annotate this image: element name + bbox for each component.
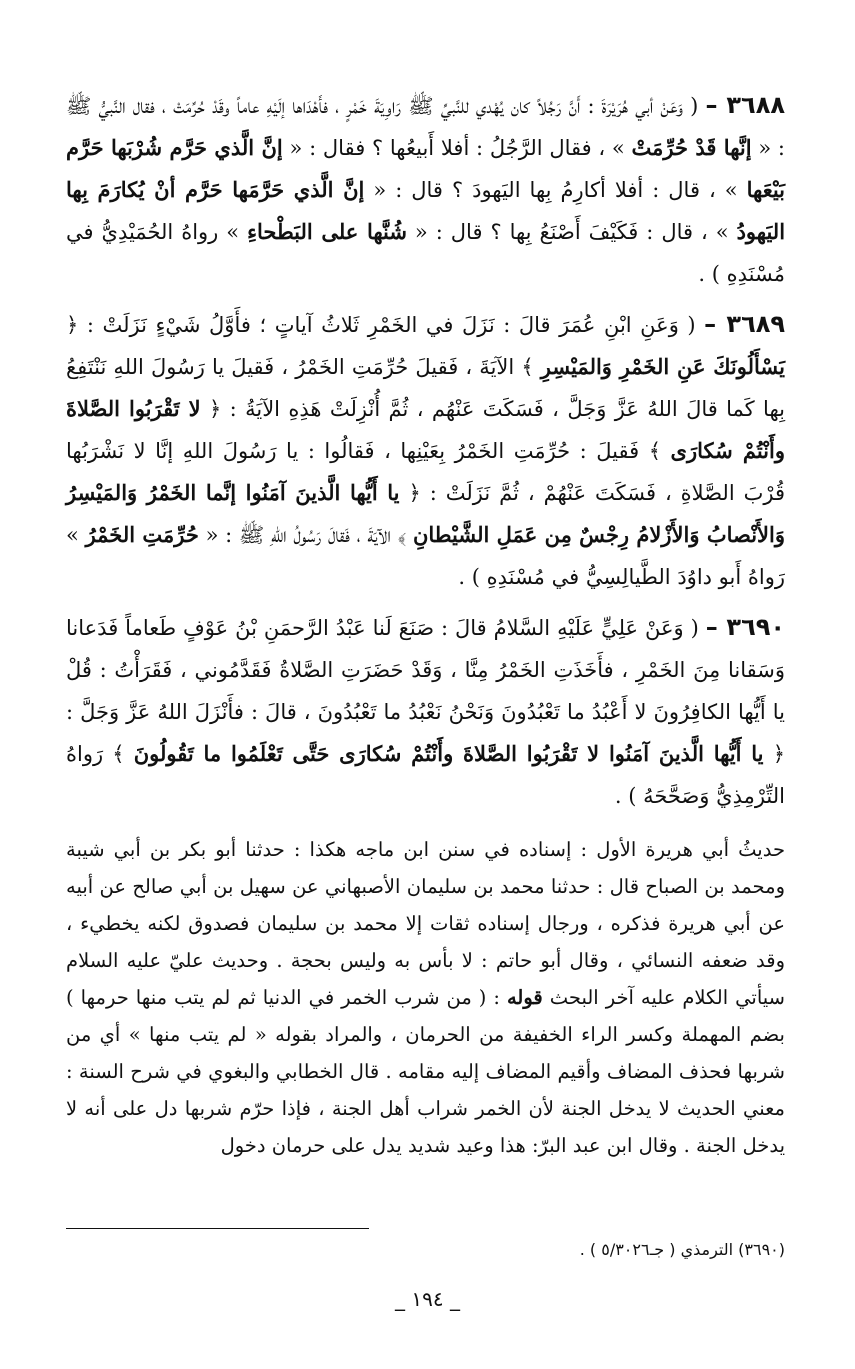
footnote-divider <box>66 1228 369 1229</box>
hadith-3690 <box>66 606 785 817</box>
hadith-text: ( وَعَنْ عَلِيٍّ عَلَيْهِ السَّلامُ قالَ : صَنَعَ لَنا عَبْدُ الرَّحمَنِ بْنُ عَوْفٍ طَعاماً فَدَعانا وَسَقانا مِنَ الخَمْرِ ، فأَخَذَتِ الخَمْرُ مِنَّا ، وَقَدْ حَضَرَتِ الصَّلاةُ فَقَدَّمُوني ، فَقَرَأْتُ : قُلْ يا أَيُّها الكافِرُونَ لا أَعْبُدُ ما تَعْبُدُونَ وَنَحْنُ نَعْبُدُ ما تَعْبُدُونَ ، قالَ : فأَنْزَلَ اللهُ عَزَّ وَجَلَّ : ﴿ <box>66 616 785 766</box>
hadith-3688 <box>66 84 785 295</box>
commentary-keyword-bold: قوله <box>506 986 543 1009</box>
hadith-number: ٣٦٩٠ – <box>705 613 786 641</box>
hadith-number: ٣٦٨٨ – <box>705 91 785 119</box>
hadith-3689 <box>66 303 785 598</box>
hadith-text: ﴾ الآيَةَ ، فَقيلَ حُرِّمَتِ الخَمْرُ ، فَقيلَ يا رَسُولَ اللهِ نَنْتَفِعُ بِها كَما قالَ اللهُ عَزَّ وَجَلَّ ، فَسَكَتَ عَنْهُم ، ثُمَّ أُنْزِلَتْ هَذِهِ الآيَةُ : ﴿ <box>66 355 785 421</box>
hadith-text: ﴾ فَقيلَ : حُرِّمَتِ الخَمْرُ بِعَيْنِها ، فَقالُوا : يا رَسُولَ اللهِ إنَّا لا نَشْرَبُها قُرْبَ الصَّلاةِ ، فَسَكَتَ عَنْهُمْ ، ثُمَّ نَزَلَتْ : ﴿ <box>66 439 785 505</box>
hadith-text: ﴾ الآيَةَ ، فَقالَ رَسُولُ اللهِ ﷺ : « <box>198 523 413 547</box>
hadith-text: » ، فقال الرَّجُلُ : أفلا أَبيعُها ؟ فقال : « <box>282 136 632 160</box>
hadith-text: ( وَعَنِ ابْنِ عُمَرَ قالَ : نَزَلَ في الخَمْرِ ثَلاثُ آياتٍ ؛ فأَوَّلُ شَيْءٍ نَزَلَتْ : ﴿ <box>66 313 705 337</box>
hadith-text: ( وَعَنْ أبي هُرَيْرَةَ : أَنَّ رَجُلاً كان يُهْدي للنَّبيِّ ﷺ رَاوِيَةَ خَمْرٍ ، فأَهْدَاها إلَيْهِ عاماً وقَدْ حُرِّمَتْ ، فقال النَّبيُّ ﷺ : « <box>66 94 785 160</box>
page-number: _ ١٩٤ _ <box>395 1287 460 1311</box>
hadith-quote-bold: إنَّها قَدْ حُرِّمَتْ <box>631 135 752 160</box>
hadith-quote-bold: إنَّ الَّذي حَرَّمَها حَرَّم أنْ يُكارَمَ بِها اليَهودُ <box>66 177 786 244</box>
hadith-text: » ، قال : أفلا أكارِمُ بِها اليَهودَ ؟ قال : « <box>364 178 747 202</box>
commentary-text: حديثُ أبي هريرة الأول : إسناده في سنن ابن ماجه هكذا : حدثنا أبو بكر بن أبي شيبة ومحمد بن الصباح قال : حدثنا محمد بن سليمان الأصبهاني عن سهيل بن أبي صالح عن أبيه عن أبي هريرة فذكره ، ورجال إسناده ثقات إلا محمد بن سليمان فصدوق لكنه يخطيء ، وقد ضعفه النسائي ، وقال أبو حاتم : لا بأس به وليس بحجة . وحديث عليّ عليه السلام سيأتي الكلام عليه آخر البحث <box>66 838 785 1009</box>
quran-verse-bold: يا أَيُّها الَّذينَ آمَنُوا لا تَقْرَبُوا الصَّلاةَ وأَنْتُمْ سُكارَى حَتَّى تَعْلَمُوا ما تَقُولُونَ <box>133 741 764 766</box>
quran-verse-bold: يَسْأَلُونَكَ عَنِ الخَمْرِ وَالمَيْسِرِ <box>540 354 785 379</box>
hadith-text: » ، قال : فَكَيْفَ أَصْنَعُ بِها ؟ قال : « <box>406 220 737 244</box>
hadith-text: » رَواهُ أَبو داوُدَ الطَّيالِسِيُّ في مُسْنَدِهِ ) . <box>66 523 785 589</box>
quran-verse-bold: لا تَقْرَبُوا الصَّلاةَ وأَنْتُمْ سُكارَى <box>66 396 785 463</box>
footnote: (٣٦٩٠) الترمذي ( جـ٥/٣٠٢٦ ) . <box>579 1240 785 1259</box>
hadith-quote-bold: شُنَّها على البَطْحاءِ <box>247 219 407 244</box>
quran-verse-bold: يا أَيُّها الَّذينَ آمَنُوا إنَّما الخَمْرُ وَالمَيْسِرُ وَالأَنْصابُ وَالأَزْلامُ رِجْسٌ مِن عَمَلِ الشَّيْطانِ <box>66 480 785 547</box>
hadith-number: ٣٦٨٩ – <box>704 310 786 338</box>
commentary <box>66 831 785 1164</box>
hadith-text: ﴾ رَواهُ التِّرْمِذِيُّ وَصَحَّحَهُ ) . <box>66 742 785 808</box>
hadith-text: » رواهُ الحُمَيْدِيُّ في مُسْنَدِهِ ) . <box>66 220 785 286</box>
hadith-quote-bold: حُرِّمَتِ الخَمْرُ <box>85 522 199 547</box>
hadith-quote-bold: إنَّ الَّذي حَرَّم شُرْبَها حَرَّم بَيْعَها <box>66 135 785 202</box>
commentary-text: : ( من شرب الخمر في الدنيا ثم لم يتب منها حرمها ) بضم المهملة وكسر الراء الخفيفة من الحرمان ، والمراد بقوله « لم يتب منها » أي من شربها فحذف المضاف وأقيم المضاف إليه مقامه . قال الخطابي والبغوي في شرح السنة : معني الحديث لا يدخل الجنة لأن الخمر شراب أهل الجنة ، فإذا حرّم شربها دل على أنه لا يدخل الجنة . وقال ابن عبد البرّ: هذا وعيد شديد يدل على حرمان دخول <box>66 986 785 1157</box>
